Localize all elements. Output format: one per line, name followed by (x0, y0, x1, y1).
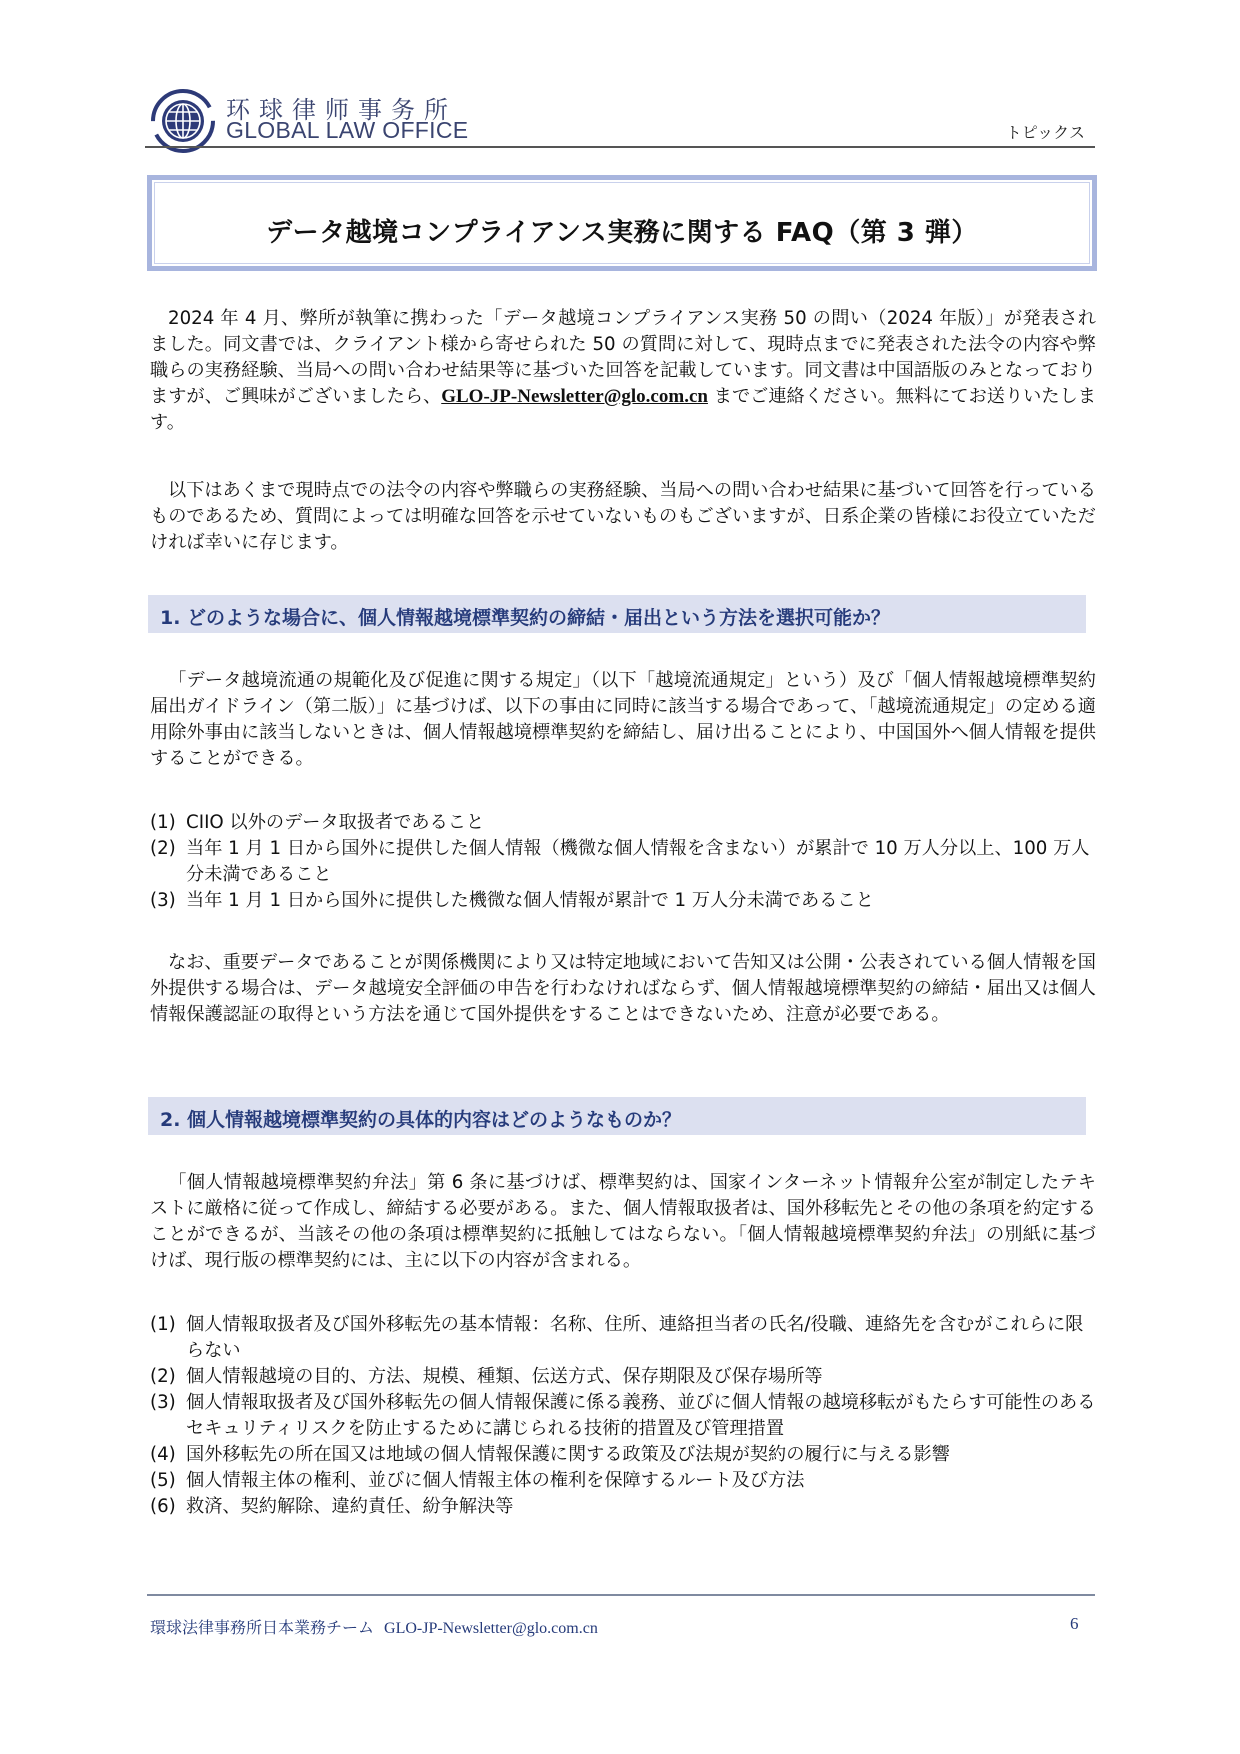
list-item (150, 1468, 1096, 1494)
footer-divider (147, 1594, 1095, 1596)
list-item-number: (1) (150, 812, 176, 833)
list-item (150, 1494, 1096, 1520)
footer-email-link[interactable]: GLO-JP-Newsletter@glo.com.cn (384, 1620, 598, 1637)
list-item-text: 国外移転先の所在国又は地域の個人情報保護に関する政策及び法規が契約の履行に与える影響 (186, 1444, 950, 1465)
intro-text: 2024 年 4 月、弊所が執筆に携わった「データ越境コンプライアンス実務 50 の問い（2024 年版）」が発表されました。同文書では、クライアント様から寄せられた 50 の質問に対して、現時点までに発表された法令の内容や弊職らの実務経験、当局への問い合わせ結果等に基づいた回答を記載しています。同文書は中国語版のみとなっておりますが、ご興味がございましたら、 (150, 308, 1096, 407)
globe-logo-icon (150, 88, 216, 154)
section-heading-text: 1. どのような場合に、個人情報越境標準契約の締結・届出という方法を選択可能か？ (160, 607, 891, 629)
list-item (150, 888, 1096, 914)
intro-text-2: 以下はあくまで現時点での法令の内容や弊職らの実務経験、当局への問い合わせ結果に基づいて回答を行っているものであるため、質問によっては明確な回答を示せていないものもございますが、日系企業の皆様にお役立ていただければ幸いに存じます。 (150, 480, 1096, 553)
footer-team-name: 環球法律事務所日本業務チーム (150, 1618, 375, 1637)
list-item (150, 1390, 1096, 1442)
logo-english-name: GLOBAL LAW OFFICE (226, 117, 469, 143)
list-item (150, 1442, 1096, 1468)
section-1-lead-text: 「データ越境流通の規範化及び促進に関する規定」（以下「越境流通規定」という）及び「個人情報越境標準契約届出ガイドライン（第二版）」に基づけば、以下の事由に同時に該当する場合であって、「越境流通規定」の定める適用除外事由に該当しないときは、個人情報越境標準契約を締結し、届け出ることにより、中国国外へ個人情報を提供することができる。 (150, 670, 1096, 769)
section-heading-2 (148, 1097, 1086, 1135)
section-1-note (150, 950, 1096, 1028)
list-item-number: (4) (150, 1444, 176, 1465)
list-item (150, 1364, 1096, 1390)
list-item-number: (2) (150, 1366, 176, 1387)
list-item-number: (1) (150, 1314, 176, 1335)
list-item-text: 当年 1 月 1 日から国外に提供した個人情報（機微な個人情報を含まない）が累計で 10 万人分以上、100 万人分未満であること (186, 838, 1090, 885)
list-item-number: (3) (150, 1392, 176, 1413)
list-item-text: 救済、契約解除、違約責任、紛争解決等 (186, 1496, 514, 1517)
list-item-number: (6) (150, 1496, 176, 1517)
section-2-lead-text: 「個人情報越境標準契約弁法」第 6 条に基づけば、標準契約は、国家インターネット情報弁公室が制定したテキストに厳格に従って作成し、締結する必要がある。また、個人情報取扱者は、国外移転先とその他の条項を約定することができるが、当該その他の条項は標準契約に抵触してはならない。「個人情報越境標準契約弁法」の別紙に基づけば、現行版の標準契約には、主に以下の内容が含まれる。 (150, 1172, 1096, 1271)
list-item-number: (2) (150, 838, 176, 859)
section-1-note-text: なお、重要データであることが関係機関により又は特定地域において告知又は公開・公表されている個人情報を国外提供する場合は、データ越境安全評価の申告を行わなければならず、個人情報越境標準契約の締結・届出又は個人情報保護認証の取得という方法を通じて国外提供をすることはできないため、注意が必要である。 (150, 952, 1096, 1025)
list-item-number: (5) (150, 1470, 176, 1491)
section-1-list (150, 810, 1096, 914)
list-item (150, 810, 1096, 836)
section-2-lead (150, 1170, 1096, 1274)
intro-text-end: までご連絡ください。無料にてお送りいたします。 (150, 386, 1096, 433)
section-2-list (150, 1312, 1096, 1520)
header-divider (145, 146, 1095, 148)
category-label: トピックス (1005, 123, 1085, 142)
newsletter-email-link[interactable]: GLO-JP-Newsletter@glo.com.cn (441, 386, 708, 407)
page-title: データ越境コンプライアンス実務に関する FAQ（第 3 弾） (266, 218, 978, 248)
list-item-text: 当年 1 月 1 日から国外に提供した機微な個人情報が累計で 1 万人分未満であること (186, 890, 874, 911)
list-item-text: 個人情報取扱者及び国外移転先の基本情報：名称、住所、連絡担当者の氏名/役職、連絡先を含むがこれらに限らない (186, 1314, 1084, 1361)
section-heading-text: 2. 個人情報越境標準契約の具体的内容はどのようなものか？ (160, 1109, 682, 1131)
list-item-text: 個人情報越境の目的、方法、規模、種類、伝送方式、保存期限及び保存場所等 (186, 1366, 823, 1387)
footer-info (150, 1615, 598, 1638)
section-heading-1 (148, 595, 1086, 633)
title-box (147, 175, 1097, 271)
intro-paragraph-1 (150, 306, 1096, 436)
list-item (150, 1312, 1096, 1364)
list-item-text: CIIO 以外のデータ取扱者であること (186, 812, 485, 833)
section-1-lead (150, 668, 1096, 772)
intro-paragraph-2 (150, 478, 1096, 556)
list-item-text: 個人情報主体の権利、並びに個人情報主体の権利を保障するルート及び方法 (186, 1470, 805, 1491)
list-item (150, 836, 1096, 888)
page-number: 6 (1070, 1614, 1079, 1633)
logo-chinese-name: 环球律师事务所 (226, 96, 457, 124)
list-item-text: 個人情報取扱者及び国外移転先の個人情報保護に係る義務、並びに個人情報の越境移転がもたらす可能性のあるセキュリティリスクを防止するために講じられる技術的措置及び管理措置 (186, 1392, 1096, 1439)
list-item-number: (3) (150, 890, 176, 911)
